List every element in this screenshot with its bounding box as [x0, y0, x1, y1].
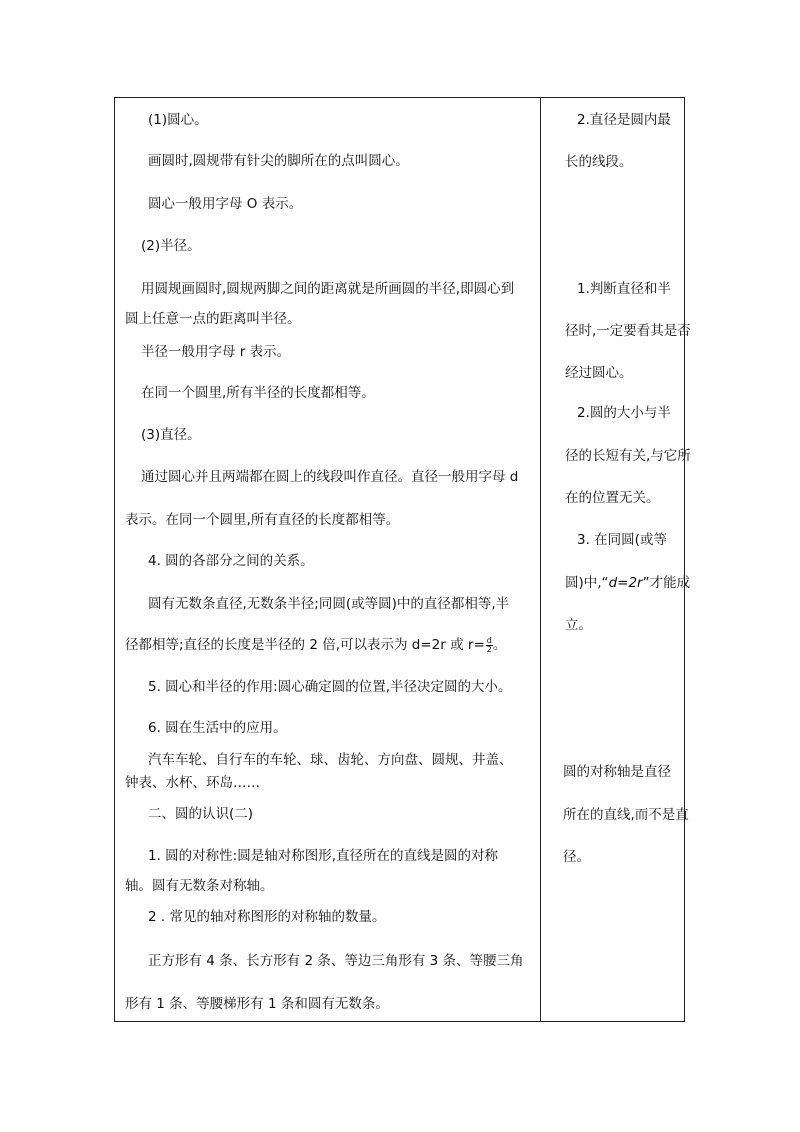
symmetry-line1: 1. 圆的对称性:圆是轴对称图形,直径所在的直线是圆的对称: [148, 848, 499, 864]
note-diameter-longest-line2: 长的线段。: [565, 154, 633, 170]
note-size-line3: 在的位置无关。: [565, 490, 660, 506]
note-judge-line3: 经过圆心。: [565, 365, 633, 381]
axis-count-line2: 形有 1 条、等腰梯形有 1 条和圆有无数条。: [125, 996, 389, 1012]
note-size-line2: 径的长短有关,与它所: [565, 448, 691, 464]
applications-line1: 汽车车轮、自行车的车轮、球、齿轮、方向盘、圆规、井盖、: [148, 752, 513, 768]
section-diameter-title: (3)直径。: [141, 427, 201, 443]
relations-line1: 圆有无数条直径,无数条半径;同圆(或等圆)中的直径都相等,半: [148, 596, 510, 612]
note-axis-line1: 圆的对称轴是直径: [563, 764, 671, 780]
note-formula-line1: 3. 在同圆(或等: [577, 532, 667, 548]
column-divider: [540, 97, 541, 1022]
section-center-title: (1)圆心。: [148, 112, 208, 128]
fraction-numerator: d: [486, 635, 492, 645]
center-symbol: 圆心一般用字母 O 表示。: [148, 196, 303, 212]
center-radius-function: 5. 圆心和半径的作用:圆心确定圆的位置,半径决定圆的大小。: [148, 679, 512, 695]
note-size-line1: 2.圆的大小与半: [577, 405, 671, 421]
center-definition: 画圆时,圆规带有针尖的脚所在的点叫圆心。: [148, 153, 409, 169]
note-judge-line1: 1.判断直径和半: [577, 281, 671, 297]
fraction-denominator: 2: [486, 644, 492, 654]
axis-count-line1: 正方形有 4 条、长方形有 2 条、等边三角形有 3 条、等腰三角: [148, 953, 524, 969]
note-formula-suffix: ”才能成: [642, 575, 691, 591]
relations-line2-text: 径都相等;直径的长度是半径的 2 倍,可以表示为 d=2r 或 r=: [125, 637, 485, 653]
note-formula-line2: [565, 574, 690, 592]
note-judge-line2: 径时,一定要看其是否: [565, 323, 691, 339]
note-formula-line3: 立。: [565, 617, 592, 633]
applications-line2: 钟表、水杯、环岛……: [125, 775, 260, 791]
radius-definition-line2: 圆上任意一点的距离叫半径。: [125, 311, 301, 327]
symmetry-line2: 轴。圆有无数条对称轴。: [125, 878, 274, 894]
note-axis-line3: 径。: [563, 849, 590, 865]
relations-line2: [125, 636, 506, 654]
radius-equal: 在同一个圆里,所有半径的长度都相等。: [141, 385, 375, 401]
radius-symbol: 半径一般用字母 r 表示。: [141, 344, 291, 360]
diameter-definition-line1: 通过圆心并且两端都在圆上的线段叫作直径。直径一般用字母 d: [141, 469, 519, 485]
relations-line2-end: 。: [492, 637, 507, 653]
section-applications-title: 6. 圆在生活中的应用。: [148, 720, 287, 736]
section-relations-title: 4. 圆的各部分之间的关系。: [148, 553, 314, 569]
note-formula-expression: d=2r: [608, 575, 643, 591]
part-two-title: 二、圆的认识(二): [148, 806, 254, 822]
note-diameter-longest-line1: 2.直径是圆内最: [577, 112, 671, 128]
diameter-definition-line2: 表示。在同一个圆里,所有直径的长度都相等。: [125, 512, 400, 528]
note-formula-prefix: 圆)中,“: [565, 575, 609, 591]
axis-count-title: 2 . 常见的轴对称图形的对称轴的数量。: [148, 909, 386, 925]
section-radius-title: (2)半径。: [141, 238, 201, 254]
fraction-d-over-2: [486, 637, 493, 654]
note-axis-line2: 所在的直线,而不是直: [563, 807, 689, 823]
radius-definition-line1: 用圆规画圆时,圆规两脚之间的距离就是所画圆的半径,即圆心到: [141, 281, 515, 297]
